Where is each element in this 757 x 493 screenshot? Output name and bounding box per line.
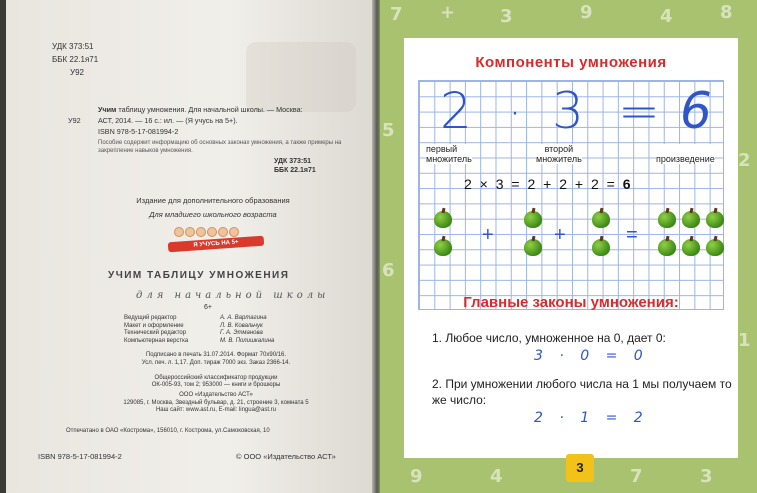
isbn: ISBN 978-5-17-081994-2 (38, 452, 122, 461)
book-subtitle: для начальной школы (136, 290, 330, 301)
faded-cover-thumbnail (246, 42, 356, 112)
decor-digit: 3 (700, 466, 713, 487)
udk-right-block (274, 157, 316, 175)
apple-icon (524, 208, 542, 228)
book-title: УЧИМ ТАБЛИЦУ УМНОЖЕНИЯ (108, 270, 290, 281)
equals-sign: = (618, 82, 660, 140)
credit-row: Макет и оформление Л. В. Ковальчук (124, 322, 263, 329)
credits (124, 315, 274, 345)
decor-digit: 3 (500, 6, 513, 27)
kids-faces-icon (168, 227, 264, 237)
product-value: 6 (680, 82, 712, 140)
decor-digit: 6 (382, 260, 395, 281)
lesson-page (380, 0, 757, 493)
apple-icon (592, 236, 610, 256)
bbk-line: ББК 22.1я71 (52, 55, 99, 64)
age-rating: 6+ (204, 304, 212, 311)
lesson-sheet (404, 38, 738, 458)
second-factor: 3 (552, 82, 584, 140)
decor-digit: 5 (382, 120, 395, 141)
apple-icon (434, 208, 452, 228)
law-zero: 1. Любое число, умноженное на 0, дает 0: (432, 331, 666, 345)
multiply-dot: · (508, 88, 522, 139)
decor-digit: 4 (490, 466, 503, 487)
decor-digit: 9 (580, 2, 593, 23)
bbk-right-line: ББК 22.1я71 (274, 167, 316, 174)
edition-note (118, 194, 308, 222)
printer-info: Отпечатано в ОАО «Кострома», 156010, г. Кострома, ул.Самоковская, 10 (66, 428, 270, 434)
apple-group (434, 208, 452, 256)
laws-title: Главные законы умножения: (463, 294, 679, 311)
decor-digit: 1 (738, 330, 751, 351)
udk-block (52, 40, 98, 79)
udk-line: УДК 373:51 (52, 42, 94, 51)
edition-audience: Для младшего школьного возраста (149, 210, 277, 219)
print-info: Подписано в печать 31.07.2014. Формат 70х90/16. Усл. печ. л. 1,17. Доп. тираж 7000 экз. Заказ 2366-14. Общероссийский классификатор продукции ОК-005-93, том 2; 953000 — книги и брошюры (141, 352, 291, 388)
law-one: 2. При умножении любого числа на 1 мы получаем то же число: (432, 377, 732, 407)
apple-group (524, 208, 542, 256)
apple-icon (592, 208, 610, 228)
decor-digit: 7 (390, 4, 403, 25)
imprint-page (6, 0, 378, 493)
series-logo-text: Я УЧУСЬ НА 5+ (168, 236, 264, 253)
udk-right-line: УДК 373:51 (274, 158, 311, 165)
page-number: 3 (566, 454, 594, 482)
bibliographic-record (68, 104, 368, 155)
second-factor-label: второй множитель (536, 144, 582, 164)
biblio-code: У92 (68, 116, 81, 125)
apple-icon (706, 236, 724, 256)
apple-icon (706, 208, 724, 228)
decor-digit: + (440, 2, 456, 23)
decor-digit: 9 (410, 466, 423, 487)
plus-sign: + (554, 224, 566, 246)
publisher-info: ООО «Издательство АСТ» 129085, г. Москва, Звездный бульвар, д. 21, строение 3, комната 5 Наш сайт: www.ast.ru, E-mail: lingua@ast.ru (123, 392, 309, 413)
apple-total-group (658, 208, 724, 256)
decor-digit: 8 (720, 2, 733, 23)
equals-sign-apples: = (626, 224, 638, 246)
plus-sign: + (482, 224, 494, 246)
credit-row: Ведущий редактор А. А. Вартагина (124, 315, 267, 321)
apple-icon (524, 236, 542, 256)
decor-digit: 7 (630, 466, 643, 487)
apple-icon (658, 208, 676, 228)
biblio-description: Пособие содержит информацию об основных законах умножения, а также примеры на закрепление навыков умножения. (98, 140, 342, 154)
apple-icon (682, 208, 700, 228)
law-one-example: 2 · 1 = 2 (534, 410, 649, 426)
decor-digit: 4 (660, 6, 673, 27)
biblio-line: АСТ, 2014. — 16 с.: ил. — (Я учусь на 5+). (98, 116, 238, 125)
apple-group (592, 208, 610, 256)
law-zero-example: 3 · 0 = 0 (534, 348, 649, 364)
credit-row: Компьютерная верстка М. В. Полишкалина (124, 337, 275, 344)
equation-expression: 2 × 3 = 2 + 2 + 2 = (464, 176, 617, 192)
biblio-isbn: ISBN 978-5-17-081994-2 (98, 127, 179, 136)
biblio-title-bold: Учим (98, 105, 117, 114)
decor-digit: 2 (738, 150, 751, 171)
apple-icon (682, 236, 700, 256)
biblio-title-rest: таблицу умножения. Для начальной школы. — Москва: (118, 105, 303, 114)
components-title: Компоненты умножения (475, 54, 667, 71)
series-logo (168, 227, 264, 257)
author-code: У92 (70, 68, 84, 77)
first-factor-label: первый множитель (426, 144, 472, 164)
equation-result: 6 (622, 176, 633, 192)
copyright: © ООО «Издательство АСТ» (236, 452, 336, 461)
credit-row: Технический редактор Г. А. Этманова (124, 330, 263, 336)
apple-icon (434, 236, 452, 256)
apple-icon (658, 236, 676, 256)
first-factor: 2 (440, 82, 472, 140)
product-label: произведение (656, 144, 715, 164)
edition-purpose: Издание для дополнительного образования (136, 196, 290, 205)
expanded-equation (464, 176, 633, 192)
